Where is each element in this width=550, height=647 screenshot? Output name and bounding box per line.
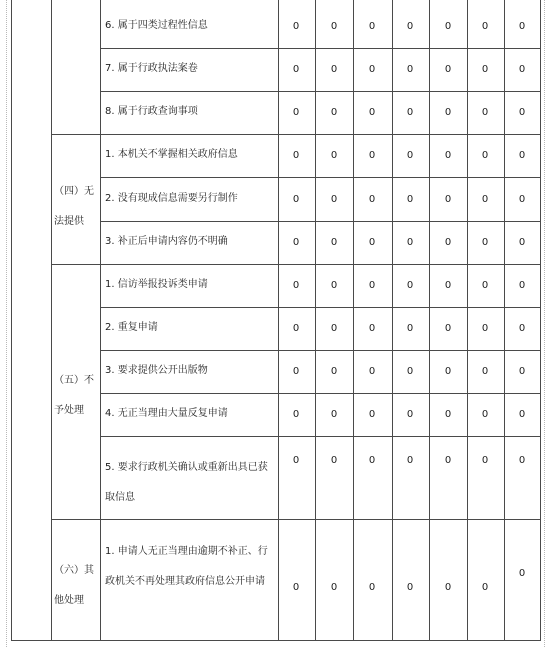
value-cell: 0 <box>481 280 489 291</box>
row-label: 4. 无正当理由大量反复申请 <box>105 408 228 419</box>
value-cell: 0 <box>444 366 452 377</box>
value-cell: 0 <box>406 150 414 161</box>
row-label: 1. 信访举报投诉类申请 <box>105 279 208 290</box>
row-label: 1. 申请人无正当理由逾期不补正、行政机关不再处理其政府信息公开申请 <box>105 546 268 587</box>
row-label: 8. 属于行政查询事项 <box>105 106 198 117</box>
margin-guide-right <box>544 0 545 647</box>
value-cell: 0 <box>406 455 414 466</box>
value-cell: 0 <box>330 409 338 420</box>
value-cell: 0 <box>444 107 452 118</box>
col-divider <box>504 0 505 641</box>
value-cell: 0 <box>518 64 526 75</box>
row-divider <box>100 221 541 222</box>
group-divider <box>51 264 541 265</box>
value-cell: 0 <box>444 64 452 75</box>
value-cell: 0 <box>368 455 376 466</box>
value-cell: 0 <box>292 194 300 205</box>
value-cell: 0 <box>368 150 376 161</box>
col-divider <box>278 0 279 641</box>
value-cell: 0 <box>406 237 414 248</box>
value-cell: 0 <box>330 21 338 32</box>
value-cell: 0 <box>292 21 300 32</box>
value-cell: 0 <box>481 194 489 205</box>
value-cell: 0 <box>481 582 489 593</box>
value-cell: 0 <box>330 194 338 205</box>
col-divider <box>392 0 393 641</box>
row-divider <box>100 350 541 351</box>
value-cell: 0 <box>330 150 338 161</box>
value-cell: 0 <box>518 568 526 579</box>
value-cell: 0 <box>518 150 526 161</box>
value-cell: 0 <box>368 409 376 420</box>
value-cell: 0 <box>292 582 300 593</box>
value-cell: 0 <box>368 323 376 334</box>
value-cell: 0 <box>406 64 414 75</box>
value-cell: 0 <box>444 280 452 291</box>
row-label: 5. 要求行政机关确认或重新出具已获取信息 <box>105 462 268 503</box>
value-cell: 0 <box>444 237 452 248</box>
group-divider <box>51 519 541 520</box>
value-cell: 0 <box>444 323 452 334</box>
value-cell: 0 <box>406 366 414 377</box>
value-cell: 0 <box>518 366 526 377</box>
value-cell: 0 <box>330 280 338 291</box>
value-cell: 0 <box>292 64 300 75</box>
value-cell: 0 <box>406 107 414 118</box>
row-divider <box>100 177 541 178</box>
value-cell: 0 <box>406 280 414 291</box>
row-divider <box>100 436 541 437</box>
value-cell: 0 <box>518 107 526 118</box>
row-divider <box>100 393 541 394</box>
row-divider <box>100 91 541 92</box>
value-cell: 0 <box>330 455 338 466</box>
value-cell: 0 <box>368 366 376 377</box>
border-right <box>540 0 541 641</box>
value-cell: 0 <box>368 107 376 118</box>
value-cell: 0 <box>330 64 338 75</box>
value-cell: 0 <box>368 582 376 593</box>
value-cell: 0 <box>481 366 489 377</box>
row-label: 3. 要求提供公开出版物 <box>105 365 208 376</box>
value-cell: 0 <box>292 280 300 291</box>
value-cell: 0 <box>518 21 526 32</box>
col-divider <box>429 0 430 641</box>
value-cell: 0 <box>330 237 338 248</box>
value-cell: 0 <box>406 323 414 334</box>
value-cell: 0 <box>481 64 489 75</box>
category-five-label: （五）不予处理 <box>54 375 94 416</box>
value-cell: 0 <box>406 21 414 32</box>
row-divider <box>100 48 541 49</box>
value-cell: 0 <box>292 150 300 161</box>
value-cell: 0 <box>292 237 300 248</box>
value-cell: 0 <box>292 107 300 118</box>
value-cell: 0 <box>406 409 414 420</box>
value-cell: 0 <box>330 323 338 334</box>
border-bottom <box>11 640 541 641</box>
row-label: 1. 本机关不掌握相关政府信息 <box>105 149 238 160</box>
value-cell: 0 <box>481 455 489 466</box>
row-label: 6. 属于四类过程性信息 <box>105 20 208 31</box>
margin-guide-left <box>6 0 7 647</box>
value-cell: 0 <box>481 409 489 420</box>
value-cell: 0 <box>518 455 526 466</box>
value-cell: 0 <box>481 21 489 32</box>
col-divider <box>353 0 354 641</box>
value-cell: 0 <box>481 323 489 334</box>
value-cell: 0 <box>444 582 452 593</box>
value-cell: 0 <box>368 64 376 75</box>
value-cell: 0 <box>368 194 376 205</box>
category-four-label: （四）无法提供 <box>54 186 94 227</box>
value-cell: 0 <box>444 150 452 161</box>
value-cell: 0 <box>444 455 452 466</box>
value-cell: 0 <box>518 280 526 291</box>
value-cell: 0 <box>330 366 338 377</box>
border-left <box>11 0 12 641</box>
row-label: 7. 属于行政执法案卷 <box>105 63 198 74</box>
value-cell: 0 <box>406 194 414 205</box>
value-cell: 0 <box>481 150 489 161</box>
col-divider <box>467 0 468 641</box>
value-cell: 0 <box>406 582 414 593</box>
value-cell: 0 <box>444 194 452 205</box>
value-cell: 0 <box>518 237 526 248</box>
row-label: 2. 重复申请 <box>105 322 158 333</box>
value-cell: 0 <box>444 21 452 32</box>
value-cell: 0 <box>292 366 300 377</box>
value-cell: 0 <box>292 409 300 420</box>
value-cell: 0 <box>368 280 376 291</box>
value-cell: 0 <box>368 237 376 248</box>
col-divider <box>51 0 52 641</box>
value-cell: 0 <box>292 323 300 334</box>
value-cell: 0 <box>330 582 338 593</box>
value-cell: 0 <box>292 455 300 466</box>
col-divider <box>315 0 316 641</box>
value-cell: 0 <box>481 107 489 118</box>
value-cell: 0 <box>330 107 338 118</box>
row-label: 2. 没有现成信息需要另行制作 <box>105 193 238 204</box>
value-cell: 0 <box>518 323 526 334</box>
value-cell: 0 <box>444 409 452 420</box>
value-cell: 0 <box>518 194 526 205</box>
group-divider <box>51 134 541 135</box>
value-cell: 0 <box>518 409 526 420</box>
category-six-label: （六）其他处理 <box>54 565 94 606</box>
row-label: 3. 补正后申请内容仍不明确 <box>105 236 228 247</box>
row-divider <box>100 307 541 308</box>
value-cell: 0 <box>481 237 489 248</box>
value-cell: 0 <box>368 21 376 32</box>
col-divider <box>100 0 101 641</box>
